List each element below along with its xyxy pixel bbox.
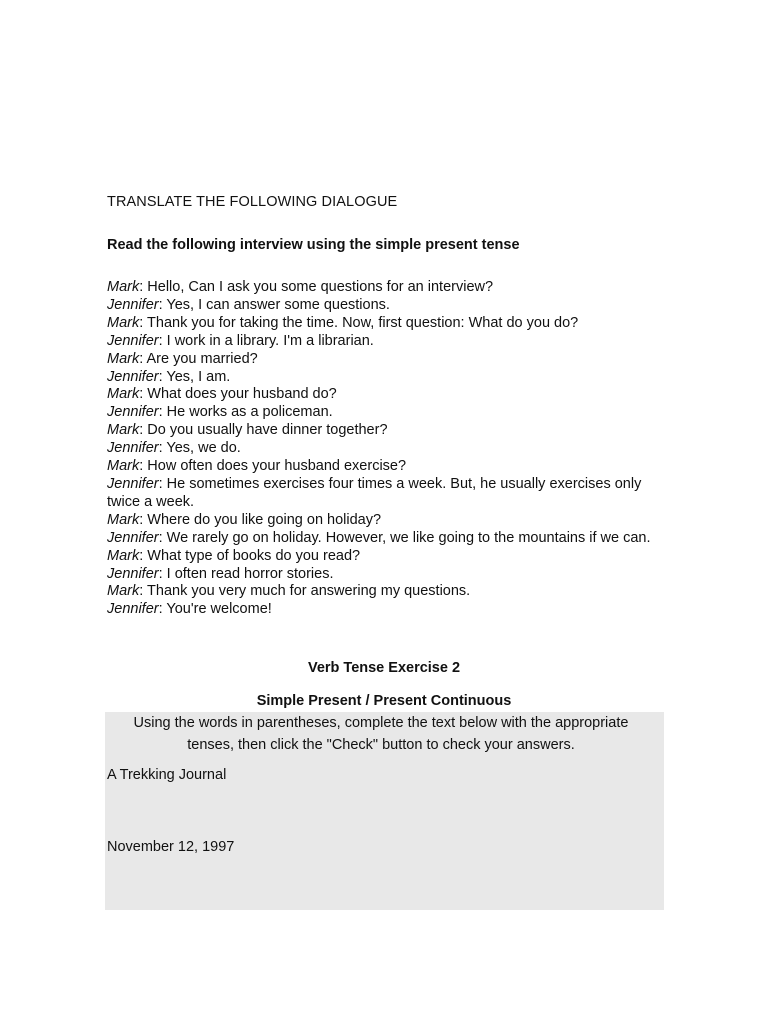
dialogue-text: Hello, Can I ask you some questions for an interview? <box>147 279 494 295</box>
dialogue-line <box>107 458 652 476</box>
speaker-name: Jennifer <box>107 404 159 421</box>
dialogue-text: Do you usually have dinner together? <box>147 422 388 439</box>
dialogue-text: Yes, we do. <box>166 440 241 457</box>
dialogue-line <box>107 404 652 422</box>
dialogue-text: Yes, I am. <box>166 368 231 385</box>
speaker-separator: : <box>139 314 148 331</box>
dialogue-line <box>107 440 652 458</box>
speaker-name: Mark <box>107 547 140 564</box>
speaker-name: Jennifer <box>107 296 159 313</box>
speaker-separator: : <box>158 404 167 421</box>
dialogue-line <box>107 476 652 512</box>
speaker-separator: : <box>139 422 148 439</box>
speaker-name: Mark <box>107 350 140 367</box>
dialogue-line <box>107 369 652 387</box>
speaker-separator: : <box>139 350 147 367</box>
dialogue-text: I work in a library. I'm a librarian. <box>166 332 374 349</box>
journal-date: November 12, 1997 <box>107 839 235 855</box>
dialogue <box>107 279 652 619</box>
speaker-separator: : <box>158 296 167 313</box>
speaker-name: Jennifer <box>107 440 159 457</box>
speaker-separator: : <box>139 583 148 600</box>
speaker-separator: : <box>139 511 148 528</box>
speaker-name: Jennifer <box>107 565 159 582</box>
speaker-separator: : <box>158 368 167 385</box>
exercise-title: Verb Tense Exercise 2 <box>307 660 461 676</box>
journal-title: A Trekking Journal <box>107 767 227 783</box>
dialogue-line <box>107 297 652 315</box>
exercise-instructions-line: tenses, then click the "Check" button to check your answers. <box>187 736 575 753</box>
dialogue-text: Thank you very much for answering my questions. <box>147 583 471 600</box>
speaker-name: Mark <box>107 314 140 331</box>
dialogue-text: What does your husband do? <box>147 386 337 403</box>
speaker-name: Mark <box>107 386 140 403</box>
speaker-separator: : <box>158 332 167 349</box>
speaker-name: Mark <box>107 279 140 295</box>
speaker-separator: : <box>139 547 148 564</box>
dialogue-text: He works as a policeman. <box>166 404 333 421</box>
speaker-separator: : <box>158 529 167 546</box>
dialogue-line <box>107 386 652 404</box>
speaker-name: Mark <box>107 583 140 600</box>
exercise-instructions-line: Using the words in parentheses, complete the text below with the appropriate <box>133 715 629 731</box>
speaker-name: Jennifer <box>107 368 159 385</box>
exercise-instructions <box>86 713 676 756</box>
dialogue-text: How often does your husband exercise? <box>147 458 407 475</box>
exercise-subtitle: Simple Present / Present Continuous <box>256 693 512 709</box>
speaker-name: Mark <box>107 511 140 528</box>
dialogue-line <box>107 333 652 351</box>
speaker-separator: : <box>139 386 148 403</box>
page-heading: TRANSLATE THE FOLLOWING DIALOGUE <box>107 194 398 210</box>
dialogue-text: He sometimes exercises four times a week. But, he usually exercises only twice a week. <box>107 475 642 510</box>
speaker-separator: : <box>158 601 167 618</box>
speaker-name: Jennifer <box>107 475 159 492</box>
speaker-name: Mark <box>107 458 140 475</box>
speaker-name: Jennifer <box>107 332 159 349</box>
dialogue-line <box>107 601 652 619</box>
speaker-separator: : <box>158 475 167 492</box>
dialogue-line <box>107 548 652 566</box>
dialogue-line <box>107 512 652 530</box>
dialogue-text: I often read horror stories. <box>166 565 334 582</box>
dialogue-text: We rarely go on holiday. However, we like going to the mountains if we can. <box>166 529 651 546</box>
instruction-text: Read the following interview using the simple present tense <box>107 237 520 253</box>
dialogue-line <box>107 566 652 584</box>
speaker-separator: : <box>158 440 167 457</box>
dialogue-line <box>107 583 652 601</box>
dialogue-text: Thank you for taking the time. Now, first question: What do you do? <box>147 314 579 331</box>
dialogue-line <box>107 530 652 548</box>
speaker-name: Jennifer <box>107 601 159 618</box>
dialogue-line <box>107 279 652 297</box>
dialogue-line <box>107 351 652 369</box>
dialogue-text: What type of books do you read? <box>147 547 361 564</box>
speaker-separator: : <box>158 565 167 582</box>
speaker-name: Mark <box>107 422 140 439</box>
dialogue-text: Where do you like going on holiday? <box>147 511 382 528</box>
dialogue-text: You're welcome! <box>166 601 272 618</box>
speaker-separator: : <box>139 458 148 475</box>
dialogue-text: Are you married? <box>146 350 258 367</box>
speaker-separator: : <box>139 279 148 295</box>
dialogue-line <box>107 315 652 333</box>
speaker-name: Jennifer <box>107 529 159 546</box>
dialogue-text: Yes, I can answer some questions. <box>166 296 390 313</box>
dialogue-line <box>107 422 652 440</box>
